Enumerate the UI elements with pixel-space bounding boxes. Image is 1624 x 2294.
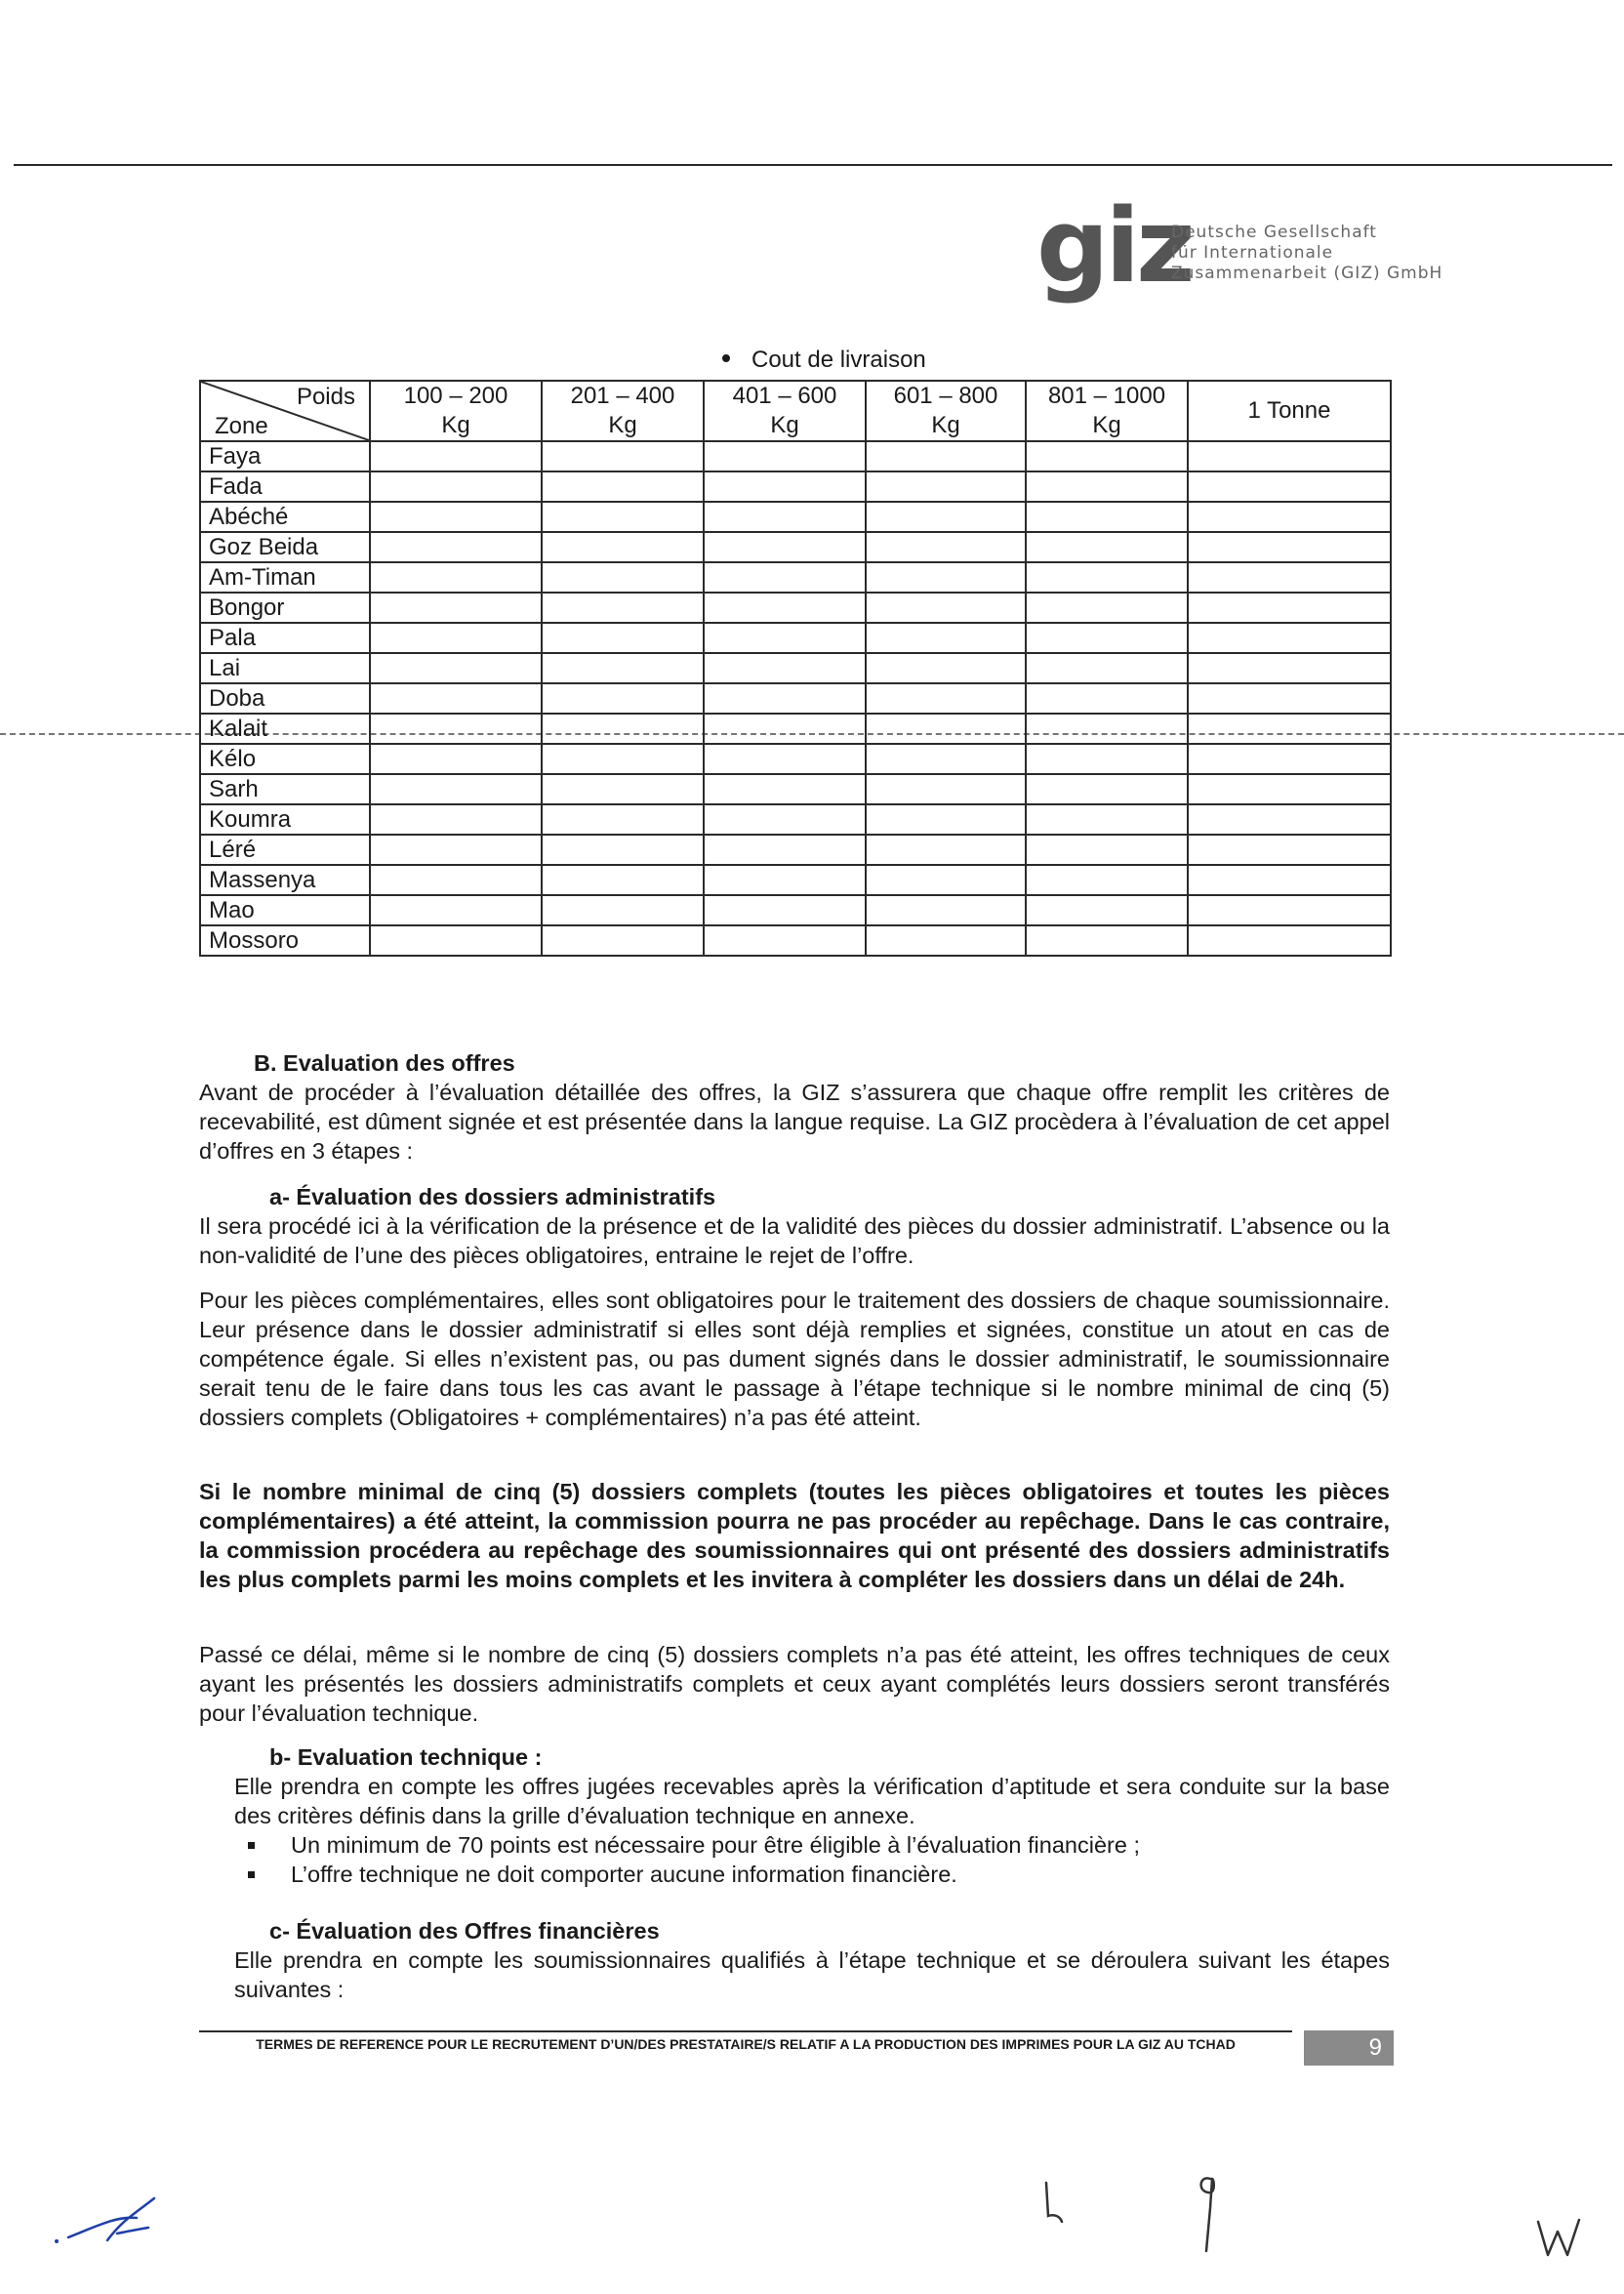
table-row xyxy=(200,502,1391,532)
list-item: L’offre technique ne doit comporter aucune information financière. xyxy=(234,1860,1390,1889)
table-row xyxy=(200,441,1391,471)
zone-cell: Léré xyxy=(200,835,370,865)
column-header: 100 – 200 Kg xyxy=(370,381,542,441)
zone-cell: Bongor xyxy=(200,593,370,623)
table-row xyxy=(200,835,1391,865)
step-c-paragraph: Elle prendra en compte les soumissionnaires qualifiés à l’étape technique et se déroulera suivant les étapes suivantes : xyxy=(234,1947,1390,2002)
handwritten-initials-right xyxy=(1532,2214,1591,2263)
column-header: 401 – 600 Kg xyxy=(704,381,866,441)
table-row xyxy=(200,865,1391,895)
column-header: 1 Tonne xyxy=(1188,381,1391,441)
corner-zone-label: Zone xyxy=(215,413,268,439)
step-b-heading: b- Evaluation technique : xyxy=(269,1744,543,1770)
table-row xyxy=(200,925,1391,956)
zone-cell: Lai xyxy=(200,653,370,683)
logo-line-1: Deutsche Gesellschaft xyxy=(1171,223,1377,242)
zone-rows xyxy=(200,441,1391,956)
corner-weight-label: Poids xyxy=(296,384,355,410)
zone-cell: Fada xyxy=(200,471,370,502)
table-row xyxy=(200,683,1391,714)
table-corner-cell xyxy=(200,381,370,441)
handwritten-initials-middle-2 xyxy=(1181,2169,1230,2257)
table-header-row xyxy=(200,381,1391,441)
zone-cell: Abéché xyxy=(200,502,370,532)
zone-cell: Doba xyxy=(200,683,370,714)
zone-cell: Sarh xyxy=(200,774,370,804)
zone-cell: Kélo xyxy=(200,744,370,774)
table-row xyxy=(200,532,1391,562)
handwritten-initials-middle-1 xyxy=(1035,2177,1074,2235)
delivery-cost-table xyxy=(199,380,1392,957)
column-header: 201 – 400 Kg xyxy=(542,381,704,441)
step-b-block xyxy=(199,1742,1390,1889)
giz-logo-text xyxy=(1171,223,1442,284)
handwritten-initials-left xyxy=(39,2187,176,2265)
step-b-paragraph: Elle prendra en compte les offres jugées recevables après la vérification d’aptitude et sera conduite sur la base des critères définis dans la grille d’évaluation technique en annexe. xyxy=(234,1774,1390,1828)
giz-logo xyxy=(1036,186,1446,312)
zone-cell: Koumra xyxy=(200,804,370,835)
step-a-block xyxy=(199,1182,1390,1270)
zone-cell: Am-Timan xyxy=(200,562,370,593)
section-b-intro: Avant de procéder à l’évaluation détaillée des offres, la GIZ s’assurera que chaque offre remplit les critères de recevabilité, est dûment signée et est présentée dans la langue requise. La GIZ procèdera à l’évaluation de cet appel d’offres en 3 étapes : xyxy=(199,1080,1390,1164)
zone-cell: Goz Beida xyxy=(200,532,370,562)
page-footer xyxy=(199,2030,1394,2061)
zone-cell: Mao xyxy=(200,895,370,925)
table-row xyxy=(200,562,1391,593)
step-a-paragraph-3: Si le nombre minimal de cinq (5) dossiers complets (toutes les pièces obligatoires et toutes les pièces complémentaires) a été atteint, la commission pourra ne pas procéder au repêchage. Dans le cas contraire, la commission procédera au repêchage des soumissionnaires qui ont présenté des dossiers administratifs les plus complets parmi les moins complets et les invitera à compléter les dossiers dans un délai de 24h. xyxy=(199,1479,1390,1592)
zone-cell: Mossoro xyxy=(200,925,370,956)
table-row xyxy=(200,774,1391,804)
zone-cell: Massenya xyxy=(200,865,370,895)
table-row xyxy=(200,653,1391,683)
step-b-bullet-list xyxy=(199,1830,1390,1889)
table-row xyxy=(200,623,1391,653)
bullet-icon xyxy=(722,354,730,362)
footer-title: TERMES DE REFERENCE POUR LE RECRUTEMENT D’UN/DES PRESTATAIRE/S RELATIF A LA PRODUCTION DES IMPRIMES POUR LA GIZ AU TCHAD xyxy=(256,2036,1236,2052)
step-a-heading: a- Évaluation des dossiers administratifs xyxy=(269,1184,716,1209)
footer-rule xyxy=(199,2030,1292,2032)
table-row xyxy=(200,744,1391,774)
page-number: 9 xyxy=(1304,2030,1394,2066)
giz-logo-mark: giz xyxy=(1036,186,1192,306)
table-row xyxy=(200,895,1391,925)
table-row xyxy=(200,471,1391,502)
table-row xyxy=(200,804,1391,835)
step-a-paragraph-2: Pour les pièces complémentaires, elles sont obligatoires pour le traitement des dossiers de chaque soumissionnaire. Leur présence dans le dossier administratif si elles sont déjà remplies et signées, constitue un atout en cas de compétence égale. Si elles n’existent pas, ou pas dument signés dans le dossier administratif, le soumissionnaire serait tenu de le faire dans tous les cas avant le passage à l’étape technique si le nombre minimal de cinq (5) dossiers complets (Obligatoires + complémentaires) n’a pas été atteint. xyxy=(199,1288,1390,1430)
step-a-paragraph-1: Il sera procédé ici à la vérification de la présence et de la validité des pièces du dossier administratif. L’absence ou la non-validité de l’une des pièces obligatoires, entraine le rejet de l’offre. xyxy=(199,1213,1390,1268)
table-row xyxy=(200,593,1391,623)
header-rule xyxy=(14,164,1612,166)
step-c-block xyxy=(199,1916,1390,2004)
logo-line-2: für Internationale xyxy=(1171,243,1334,263)
zone-cell: Faya xyxy=(200,441,370,471)
column-header: 801 – 1000 Kg xyxy=(1026,381,1188,441)
section-b-heading: B. Evaluation des offres xyxy=(254,1050,515,1076)
list-item: Un minimum de 70 points est nécessaire pour être éligible à l’évaluation financière ; xyxy=(234,1830,1390,1860)
section-b-heading-block xyxy=(199,1048,1390,1166)
step-c-heading: c- Évaluation des Offres financières xyxy=(269,1918,660,1944)
zone-cell: Kalait xyxy=(200,714,370,744)
column-header: 601 – 800 Kg xyxy=(866,381,1026,441)
delivery-cost-label: Cout de livraison xyxy=(751,347,926,373)
step-a-paragraph-4: Passé ce délai, même si le nombre de cinq (5) dossiers complets n’a pas été atteint, les offres techniques de ceux ayant les présentés les dossiers administratifs complets et ceux ayant complétés leurs dossiers seront transférés pour l’évaluation technique. xyxy=(199,1642,1390,1726)
logo-line-3: Zusammenarbeit (GIZ) GmbH xyxy=(1171,264,1443,283)
table-row xyxy=(200,714,1391,744)
delivery-cost-title xyxy=(722,347,926,374)
zone-cell: Pala xyxy=(200,623,370,653)
